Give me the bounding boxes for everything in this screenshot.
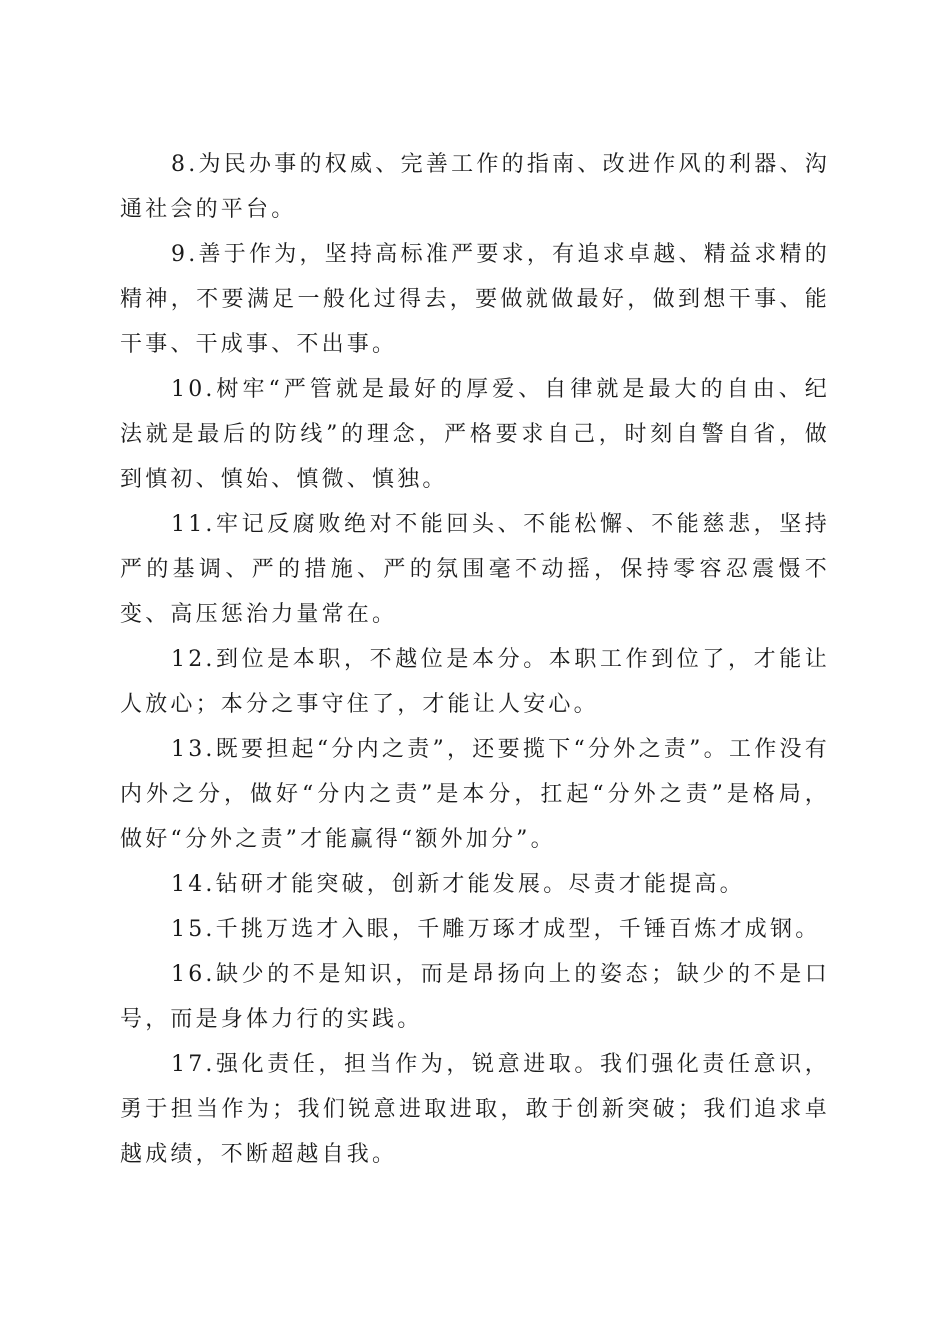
document-body	[120, 142, 830, 1177]
paragraph-11: 11.牢记反腐败绝对不能回头、不能松懈、不能慈悲，坚持严的基调、严的措施、严的氛围毫不动摇，保持零容忍震慑不变、高压惩治力量常在。	[120, 512, 830, 627]
paragraph-14: 14.钻研才能突破，创新才能发展。尽责才能提高。	[171, 872, 745, 897]
paragraph-9: 9.善于作为，坚持高标准严要求，有追求卓越、精益求精的精神，不要满足一般化过得去，要做就做最好，做到想干事、能干事、干成事、不出事。	[120, 242, 830, 357]
paragraph-15: 15.千挑万选才入眼，千雕万琢才成型，千锤百炼才成钢。	[171, 917, 821, 942]
paragraph-10: 10.树牢“严管就是最好的厚爱、自律就是最大的自由、纪法就是最后的防线”的理念，严格要求自己，时刻自警自省，做到慎初、慎始、慎微、慎独。	[120, 377, 830, 492]
paragraph-8: 8.为民办事的权威、完善工作的指南、改进作风的利器、沟通社会的平台。	[120, 152, 830, 222]
paragraph-16: 16.缺少的不是知识，而是昂扬向上的姿态；缺少的不是口号，而是身体力行的实践。	[120, 962, 830, 1032]
paragraph-13: 13.既要担起“分内之责”，还要揽下“分外之责”。工作没有内外之分，做好“分内之责”是本分，扛起“分外之责”是格局，做好“分外之责”才能赢得“额外加分”。	[120, 737, 830, 852]
paragraph-12: 12.到位是本职，不越位是本分。本职工作到位了，才能让人放心；本分之事守住了，才能让人安心。	[120, 647, 830, 717]
paragraph-17: 17.强化责任，担当作为，锐意进取。我们强化责任意识，勇于担当作为；我们锐意进取进取，敢于创新突破；我们追求卓越成绩，不断超越自我。	[120, 1052, 830, 1167]
